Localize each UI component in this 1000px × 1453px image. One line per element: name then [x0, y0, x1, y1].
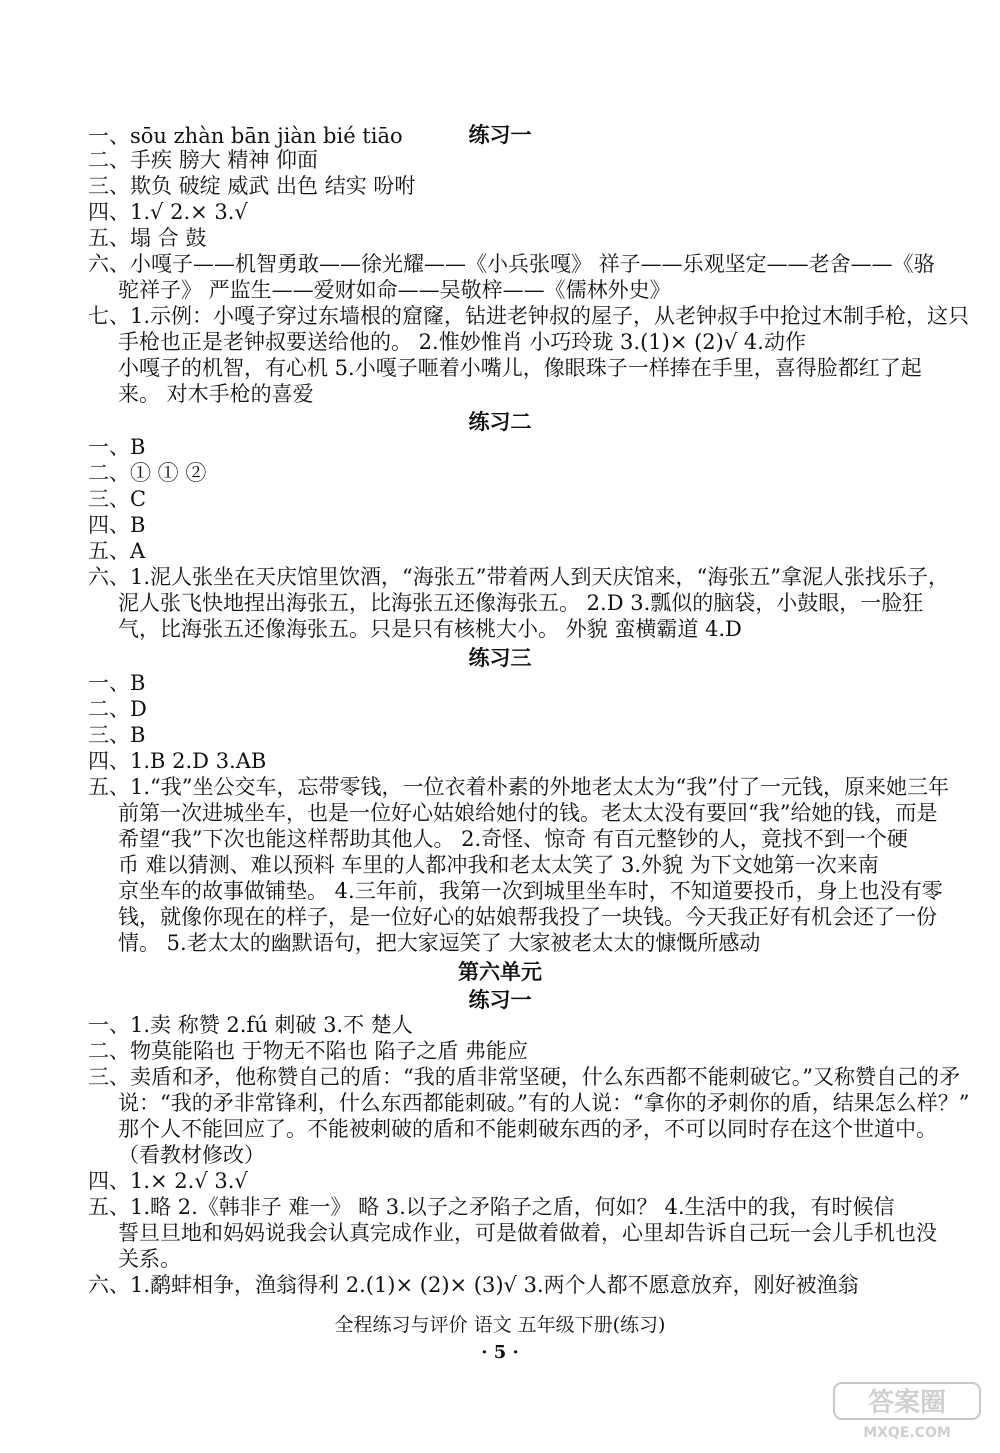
answer-line: 泥人张飞快地捏出海张五，比海张五还像海张五。 2.D 3.瓢似的脑袋，小鼓眼，一脸狂: [118, 591, 924, 615]
answer-line: 二、① ① ②: [88, 461, 207, 485]
answer-line: 四、1.√ 2.× 3.√: [88, 200, 248, 224]
answer-line: 四、1.× 2.√ 3.√: [88, 1169, 248, 1193]
answer-line: 京坐车的故事做铺垫。 4.三年前，我第一次到城里坐车时，不知道要投币，身上也没有零: [118, 879, 943, 903]
answer-line: 驼祥子》 严监生——爱财如命——吴敬梓——《儒林外史》: [118, 278, 671, 302]
answer-line: 来。 对木手枪的喜爱: [118, 382, 314, 406]
answer-line: 三、B: [88, 723, 146, 747]
answer-line: 三、卖盾和矛，他称赞自己的盾：“我的盾非常坚硬，什么东西都不能刺破它。”又称赞自己的矛: [88, 1065, 960, 1089]
answer-line: 二、手疾 膀大 精神 仰面: [88, 148, 319, 172]
answer-line: 关系。: [118, 1247, 181, 1271]
answer-line: 五、1.“我”坐公交车，忘带零钱，一位衣着朴素的外地老太太为“我”付了一元钱，原来她三年: [88, 775, 949, 799]
svg-text:答案圈: 答案圈: [867, 1388, 947, 1418]
answer-line: 一、B: [88, 435, 146, 459]
answer-line: 币 难以猜测、难以预料 车里的人都冲我和老太太笑了 3.外貌 为下文她第一次来南: [118, 853, 879, 877]
answer-line: 六、1.泥人张坐在天庆馆里饮酒，“海张五”带着两人到天庆馆来，“海张五”拿泥人张找乐子，: [88, 565, 949, 589]
answer-line: 三、C: [88, 487, 147, 511]
answer-line: 二、D: [88, 697, 147, 721]
answer-line: 气，比海张五还像海张五。只是只有核桃大小。 外貌 蛮横霸道 4.D: [118, 617, 742, 641]
answer-line: 五、塌 合 鼓: [88, 226, 207, 250]
answer-line: 手枪也正是老钟叔要送给他的。 2.惟妙惟肖 小巧玲珑 3.(1)× (2)√ 4.动作: [118, 330, 806, 354]
answer-line: 前第一次进城坐车，也是一位好心姑娘给她付的钱。老太太没有要回“我”给她的钱，而是: [118, 801, 938, 825]
answer-line: 一、1.卖 称赞 2.fú 刺破 3.不 楚人: [88, 1013, 413, 1037]
footer-title: 全程练习与评价 语文 五年级下册(练习): [334, 1314, 666, 1336]
section-heading: 练习一: [468, 122, 532, 147]
answer-line: （看教材修改）: [118, 1143, 265, 1167]
answer-line: 一、B: [88, 671, 146, 695]
answer-line: 六、小嘎子——机智勇敢——徐光耀——《小兵张嘎》 祥子——乐观坚定——老舍——《骆: [88, 252, 935, 276]
answer-line: 五、1.略 2.《韩非子 难一》 略 3.以子之矛陷子之盾，何如？ 4.生活中的我，有时候信: [88, 1195, 895, 1219]
section-heading: 练习二: [468, 409, 532, 434]
answer-line: 小嘎子的机智，有心机 5.小嘎子咂着小嘴儿，像眼珠子一样捧在手里，喜得脸都红了起: [118, 356, 922, 380]
answer-line: 那个人不能回应了。不能被刺破的盾和不能刺破东西的矛，不可以同时存在这个世道中。: [118, 1117, 937, 1141]
section-heading: 练习三: [468, 645, 532, 670]
watermark-logo: [832, 1381, 982, 1441]
answer-line: 二、物莫能陷也 于物无不陷也 陷子之盾 弗能应: [88, 1039, 529, 1063]
answer-line: 四、B: [88, 513, 146, 537]
unit-heading: 第六单元: [458, 959, 542, 984]
answer-line: 四、1.B 2.D 3.AB: [88, 749, 267, 773]
answer-line: 情。 5.老太太的幽默语句，把大家逗笑了 大家被老太太的慷慨所感动: [118, 931, 761, 955]
svg-text:MXQE.COM: MXQE.COM: [863, 1425, 951, 1441]
answer-line: 五、A: [88, 539, 146, 563]
answer-line: 希望“我”下次也能这样帮助其他人。 2.奇怪、惊奇 有百元整钞的人，竟找不到一个硬: [118, 827, 908, 851]
answer-line: 钱，就像你现在的样子，是一位好心的姑娘帮我投了一块钱。今天我正好有机会还了一份: [118, 905, 937, 929]
answer-line: 一、sōu zhàn bān jiàn bié tiāo: [88, 124, 403, 148]
answer-line: 三、欺负 破绽 威武 出色 结实 吩咐: [88, 174, 416, 198]
answer-line: 说：“我的矛非常锋利，什么东西都能刺破。”有的人说：“拿你的矛刺你的盾，结果怎么样？”: [118, 1091, 970, 1115]
answer-line: 誓旦旦地和妈妈说我会认真完成作业，可是做着做着，心里却告诉自己玩一会儿手机也没: [118, 1221, 937, 1245]
section-heading: 练习一: [468, 987, 532, 1012]
page-number: · 5 ·: [481, 1342, 519, 1363]
answer-line: 六、1.鹬蚌相争，渔翁得利 2.(1)× (2)× (3)√ 3.两个人都不愿意放弃，刚好被渔翁: [88, 1273, 859, 1297]
answer-line: 七、1.示例：小嘎子穿过东墙根的窟窿，钻进老钟叔的屋子，从老钟叔手中抢过木制手枪，这只: [88, 304, 970, 328]
